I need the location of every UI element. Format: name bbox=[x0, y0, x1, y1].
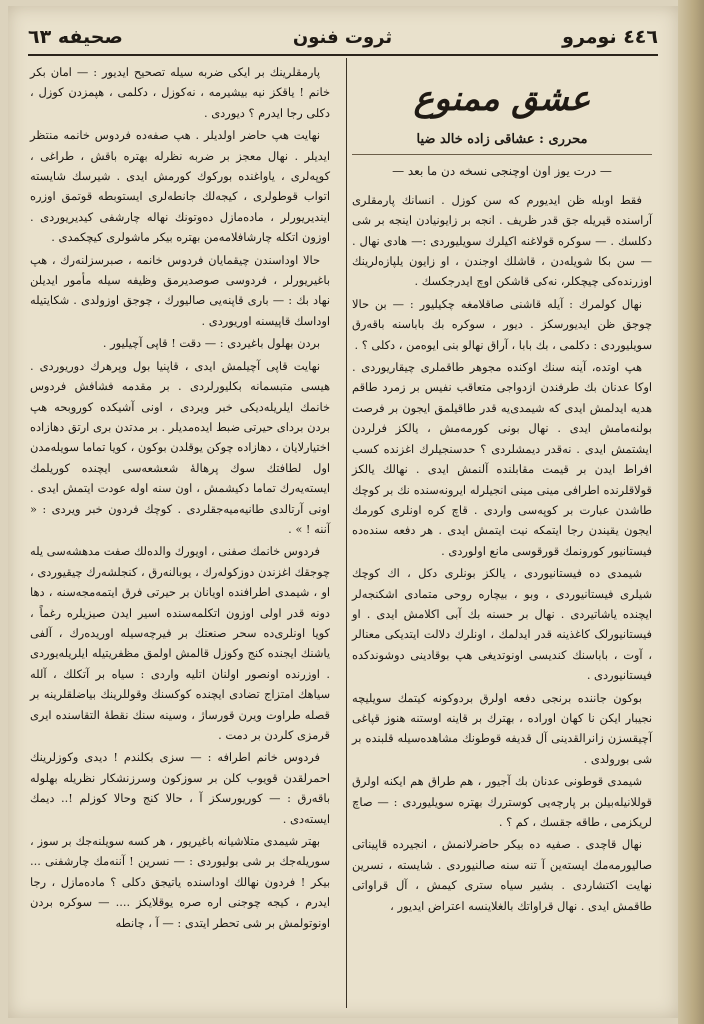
newspaper-page bbox=[8, 6, 678, 1018]
running-head bbox=[28, 20, 658, 56]
paragraph: نهایت قاپی آچیلمش ایدی ، قاپنیا بول وپرهرك دوریوردی . هیسی متبسمانه بکلیورلردی . بر مقدمه فشافش فردوس خانمك ایلریله‌دیکی خبر ویردی ، اونی آشیکده کوروبحه هپ بردن بردای حیرتی ضبط ایده‌مدیلر . بر مدتدن بری ارتق دهازاده اختیارلایان ، دهازاده چوکن یوقلدن بوکون ، کویا تماما سویله‌مدن اول لطافتك سوك پرهالهٔ شعشعه‌سی ایچنده کوریلمك ایسته‌یه‌رك تماما دکیشمش ، اون سنه اوله عودت ایتمش ایدی . اونی آرتالدی طانیه‌میه‌جقلردی . کوچك فردون خبر ویردی : « آننه ! » . bbox=[30, 358, 330, 536]
paragraph: فردوس خانم اطرافه : — سزی بکلندم ! دیدی وکوزلرینك احمرلقدن قویوب کلن بر سوزکون وسرزنشکار نظریله بهلوله باقه‌رق : — کوریورسکز آ ، حالا کنج وحالا کوزلم !.. دیمك ایسته‌دی . bbox=[30, 750, 330, 826]
paragraph: بوکون جاننده برنجی دفعه اولرق بردوکونه کیتمك سویلیچه نجیبار ایکن نا کهان اوراده ، بهترك بر قاینه اوستنه هنوز قپاغی آچیقسزن زانرالقدینی آل قدیفه قوطونك مشاهده‌سیله قلبنده بر شی بورولدی . bbox=[352, 690, 652, 766]
article-author: محرری : عشاقی زاده خالد ضیا bbox=[352, 130, 652, 155]
journal-name: ثروت فنون bbox=[292, 26, 393, 48]
paragraph: بهتر شیمدی متلاشیانه باغیریور ، هر کسه سویلنه‌جك بر سوز ، سوریله‌جك بر شی بولیوردی : — نسرین ! آننه‌مك چارشفنی ... بیکر ! فردون نهالك اوداسنده یاتیجق دکلی ؟ ماده‌مازل ، رجا ایدرم ، کیجه چوجنی اره صره یوقلایکز .... — سوکره بردن اونوتولمش بر شی تحطر ایتدی : — آ ، چانطه bbox=[30, 834, 330, 930]
paragraph: فقط اوبله ظن ایدیورم که سن کوزل . انسانك پارمقلری آراسنده قیریله جق قدر ظریف . انجه بر زایونیادن اینجه بر شی دکلسك . — سوکره قولاغنه اکیلرك سویلیوردی :— هادی نهال . — سن بکا شویله‌دن ، قاشلك اوجندن ، او زایون یلپازه‌لرینك اوزرنده‌کی چیچکلر، نه‌کی قاشکن اوچ ایدرجکسك . bbox=[352, 192, 652, 289]
paragraph: شیمدی قوطونی عدنان بك آجیور ، هم طراق هم ایکنه اولرق قوللانیله‌بیلن بر پارچه‌یی کوستررك بهتره سویلیوردی : — صاچ لریکزمی ، طاقه جقسك ، کم ؟ . bbox=[352, 774, 652, 829]
paragraph: هپ اوتده، آینه سنك اوکنده مجوهر طاقملری چیقاریوردی . اوکا عدنان بك طرفندن ازدواجی متعاقب نفیس بر زمرد طاقم هدیه ایدلمش ایدی که شیمدی‌یه قدر طاقیلمق ایجون بر فرصت بولنه‌مامش ایدی . نهال بونی کورمه‌مش ، یالکز فرلردن ایشتمش ایدی . نه‌قدر دیمشلردی ؟ حدسنجیلرك اغزنده کسب افراط ایدن بر قیمت مقابلنده آلنمش ایدی . نهالك یالکز قولاقلرنده اطرافی مینی مینی انجیلرله ایرونه‌سنده نك بر کوچك طاشدن عبارت بر کوپه‌سی واردی . قاچ کره اونلری کورمك ایجون یقیندن رجا ایتمکه نیت ایتمش ایدی . هر دفعه سنده‌ده فیستانیور کورونمك قورقوسی مانع اولوردی . bbox=[352, 360, 652, 558]
article-title: عشق ممنوع bbox=[413, 79, 591, 119]
paragraph: بردن بهلول باغیردی : — دقت ! قاپی آچیلیور . bbox=[102, 336, 320, 351]
paragraph: نهال کولمرك : آیله قاشنی صاقلامغه چکیلیور : — بن حالا چوجق ظن ایدیورسکز . دیور ، سوکره بك بابا‌سنه باقه‌رق سویلیوردی : دکلمی ، بك بابا ، آراق نهالو بنی ایوه‌من ، دکلی ؟ . bbox=[352, 296, 652, 352]
paragraph: پارمقلرینك بر ایکی ضربه سیله تصحیح ایدیور : — امان بکر خانم ! یاقکز نیه بیشیرمه ، نه‌کوزل ، دکلمی ، هپمزدن کوزل ، دکلی رجا ایدرم ؟ دیوردی . bbox=[30, 65, 330, 120]
book-spine bbox=[678, 0, 704, 1024]
page-number: صحیفه ٦٣ bbox=[28, 26, 123, 48]
paragraph: حالا اوداسندن چیقمایان فردوس خانمه ، صبرسزلنه‌رك ، هپ باغیریورلر ، فردوسی صوصدیرمق وظیفه سیله مأمور ایدیلن نهاد بك : — باری قاپنه‌یی صالیورك ، چوجق اوزولدی . شکایتیله اوداسك قاپیسنه اوریوردی . bbox=[30, 252, 330, 328]
paragraph: نهایت هپ حاضر اولدیلر . هپ صفه‌ده فردوس خانمه منتظر ایدیلر . نهال معجز بر ضربه نظرله بهتره باقش ، طراغی ، کوپه‌لری ، یاواغنده بورکوك کورمش ایدی . شیرسك شایسته اتواب قوطولری ، کیجه‌لك جانطه‌لری ایستوبطه قوتمق اوزره ایندیریورلر ، ماده‌مازل ده‌وتونك نهاله چارشفی کیدیریوردی . اوزون اتکله چارشافلامه‌من بهتره بیکر ماشولری کیچکمدی . bbox=[30, 128, 330, 245]
paragraph: فردوس خانمك صفنی ، اویورك والده‌لك صفت مدهشه‌سی یله چوجقك اغزندن دوزکوله‌رك ، یوبالنه‌رق ، کنجلشه‌رك چیقیوردی ، او ، شیمدی اطرافنده اویانان بر حیرتی فرق ایتمه‌مجه‌سنه ، دها دونه قدر اولی اوزون اتکلمه‌سنده اسیر ایدن صیزیلره رغماً ، کویا اونلری‌ده سحر صنعتك بر فیرچه‌سیله اوریده‌رك ، آلفی یاشنك ایجنده کنج وکوزل قالمش اولمق مظفریتیله ایلریله‌یوردی . اوزرنده اونصور اولنان اتلیه واردی : سیاه بر آتکلك ، آلله سیاهك امتزاج تضادی ایچنده کوکسنك وقوللرینك بیاضلقلرینه بر قصله طراوت ویرن قورساژ ، وسینه سنك نقطهٔ التقاسنده ایری قرمزی کلردن بر دمت . bbox=[30, 544, 330, 742]
article-subtitle: — درت یوز اون اوچنجی نسخه دن ما بعد — bbox=[392, 164, 612, 179]
issue-number: ٤٤٦ نومرو bbox=[562, 26, 658, 48]
right-column bbox=[352, 62, 652, 918]
paragraph: شیمدی ده فیستانیوردی ، یالکز بونلری دکل ، اك کوچك شیلری فیستانیوردی ، وبو ، بیچاره روحی متمادی اشکنجه‌لر ایچنده یاشاتیردی . نهال بر حسنه بك آبی اکلامش ایدی . او فیستانیورلک کاغذینه قدر ایدلمك ، اونلرك دلالت ایتدیکی معنالر ، آوت ، بابا‌سنك کندیسی اونوتدیغی هپ بوقادینی دوشوندکده فیستانیوردی . bbox=[352, 566, 652, 683]
column-divider bbox=[346, 58, 347, 1008]
paragraph: نهال قاچدی . صفیه ده بیکر حاضرلانمش ، انجیرده قاپیناتی صالیورمه‌مك ایسته‌ین آ تنه سنه صالنیوردی . شایسته ، نسرین نهایت اکتشاردی . بشیر سیاه ستری کیمش ، آل قراواتی طاقمش ایدی . نهال قراواتك بالغلاینسه اعتراض ایدیور ، bbox=[352, 837, 652, 913]
left-column bbox=[30, 62, 330, 935]
